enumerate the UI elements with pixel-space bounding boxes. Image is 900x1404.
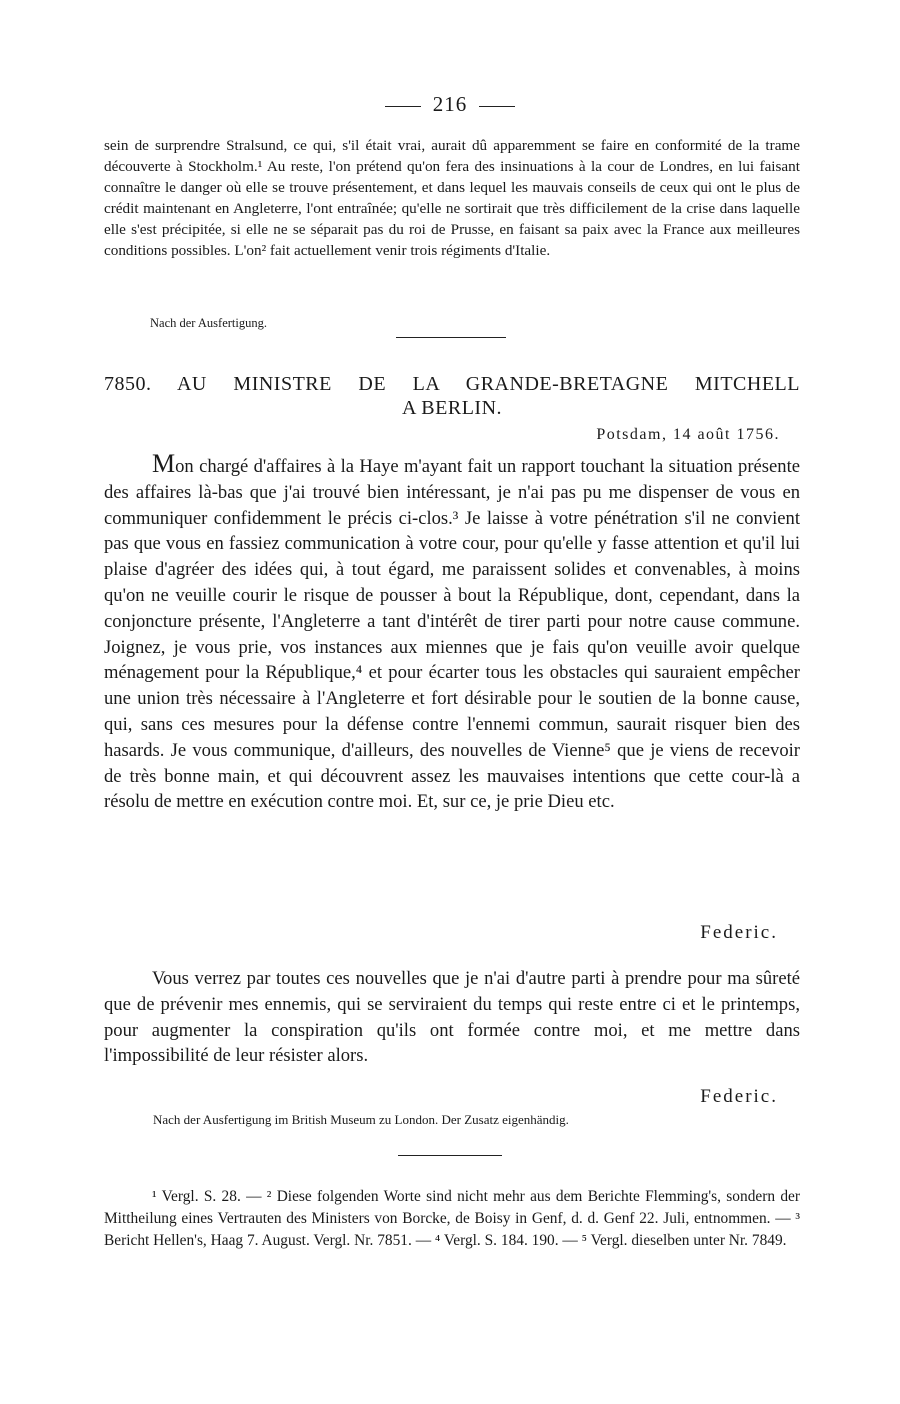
page-header [0,92,900,117]
signature-2: Federic. [700,1086,778,1107]
header-dash-right [479,106,515,107]
postscript-text: Vous verrez par toutes ces nouvelles que je n'ai d'autre parti à prendre pour ma sûreté que de prévenir mes ennemis, qui se serviraient du temps qui reste entre ci et le printemps, pour augmenter la conspiration qu'ils ont formée contre moi, et me mettre dans l'impossibilité de leur résister alors. [104,968,800,1067]
header-dash-left [385,106,421,107]
footnotes [104,1186,800,1252]
title-line-2: A BERLIN. [401,397,503,419]
title-line-1 [104,372,800,396]
section-divider [396,337,506,338]
source-note-previous: Nach der Ausfertigung. [150,316,267,330]
letter-body [104,451,800,815]
dateline: Potsdam, 14 août 1756. [596,426,780,443]
footnotes-text: ¹ Vergl. S. 28. — ² Diese folgenden Worte sind nicht mehr aus dem Berichte Flemming's, sondern der Mittheilung eines Vertrauten des Ministers von Borcke, de Boisy in Genf, d. d. Genf 22. Juli, entnommen. — ³ Bericht Hellen's, Haag 7. August. Vergl. Nr. 7851. — ⁴ Vergl. S. 184. 190. — ⁵ Vergl. dieselben unter Nr. 7849. [104,1188,800,1249]
title-main: AU MINISTRE DE LA GRANDE-BRETAGNE MITCHELL [176,373,800,395]
footnote-divider [398,1155,502,1156]
continuation-paragraph: sein de surprendre Stralsund, ce qui, s'il était vrai, aurait dû apparemment se faire en conformité de la trame découverte à Stockholm.¹ Au reste, l'on prétend qu'on fera des insinuations à la cour de Londres, en lui faisant connaître le danger où elle se trouve présentement, et dans lequel les mauvais conseils de ceux qui ont le plus de crédit maintenant en Angleterre, l'ont entraînée; qu'elle ne sortirait que très difficilement de la crise dans laquelle elle s'est précipitée, si elle ne se séparait pas du roi de Prusse, en faisant sa paix avec la France aux meilleures conditions possibles. L'on² fait actuellement venir trois régiments d'Italie. [104,137,800,259]
signature-1: Federic. [700,922,778,943]
source-note: Nach der Ausfertigung im British Museum zu London. Der Zusatz eigenhändig. [153,1112,569,1127]
document-number: 7850. [104,373,152,395]
document-title [104,372,800,420]
letter-text: on chargé d'affaires à la Haye m'ayant fait un rapport touchant la situation présente des affaires là-bas que j'ai trouvé bien intéressant, je n'ai pas pu me dispenser de vous en communiquer confidemment le précis ci-clos.³ Je laisse à votre pénétration s'il ne convient pas que vous en fassiez communication à votre cour, pour qu'elle y fasse attention et qu'il lui plaise d'agréer des idées qui, à tout égard, me paraissent solides et convenables, à moins qu'on ne veuille courir le risque de pousser à bout la République, dont, cependant, dans la conjoncture présente, l'Angleterre a tant d'intérêt de tirer parti pour notre cause commune. Joignez, je vous prie, vos instances aux miennes que je fais qu'on veuille avoir quelque ménagement pour la République,⁴ et pour écarter tous les obstacles qui sauraient empêcher une union très nécessaire à l'Angleterre et fort désirable pour le soutien de la bonne cause, qui, sans ces mesures pour la défense contre l'ennemi commun, saurait risquer bien des hasards. Je vous communique, d'ailleurs, des nouvelles de Vienne⁵ que je viens de recevoir de très bonne main, et qui découvrent assez les mauvaises intentions que cette cour-là a résolu de mettre en exécution contre moi. Et, sur ce, je prie Dieu etc. [104,456,800,813]
page-number: 216 [432,92,468,116]
postscript [104,966,800,1069]
initial-letter: M [152,449,176,478]
